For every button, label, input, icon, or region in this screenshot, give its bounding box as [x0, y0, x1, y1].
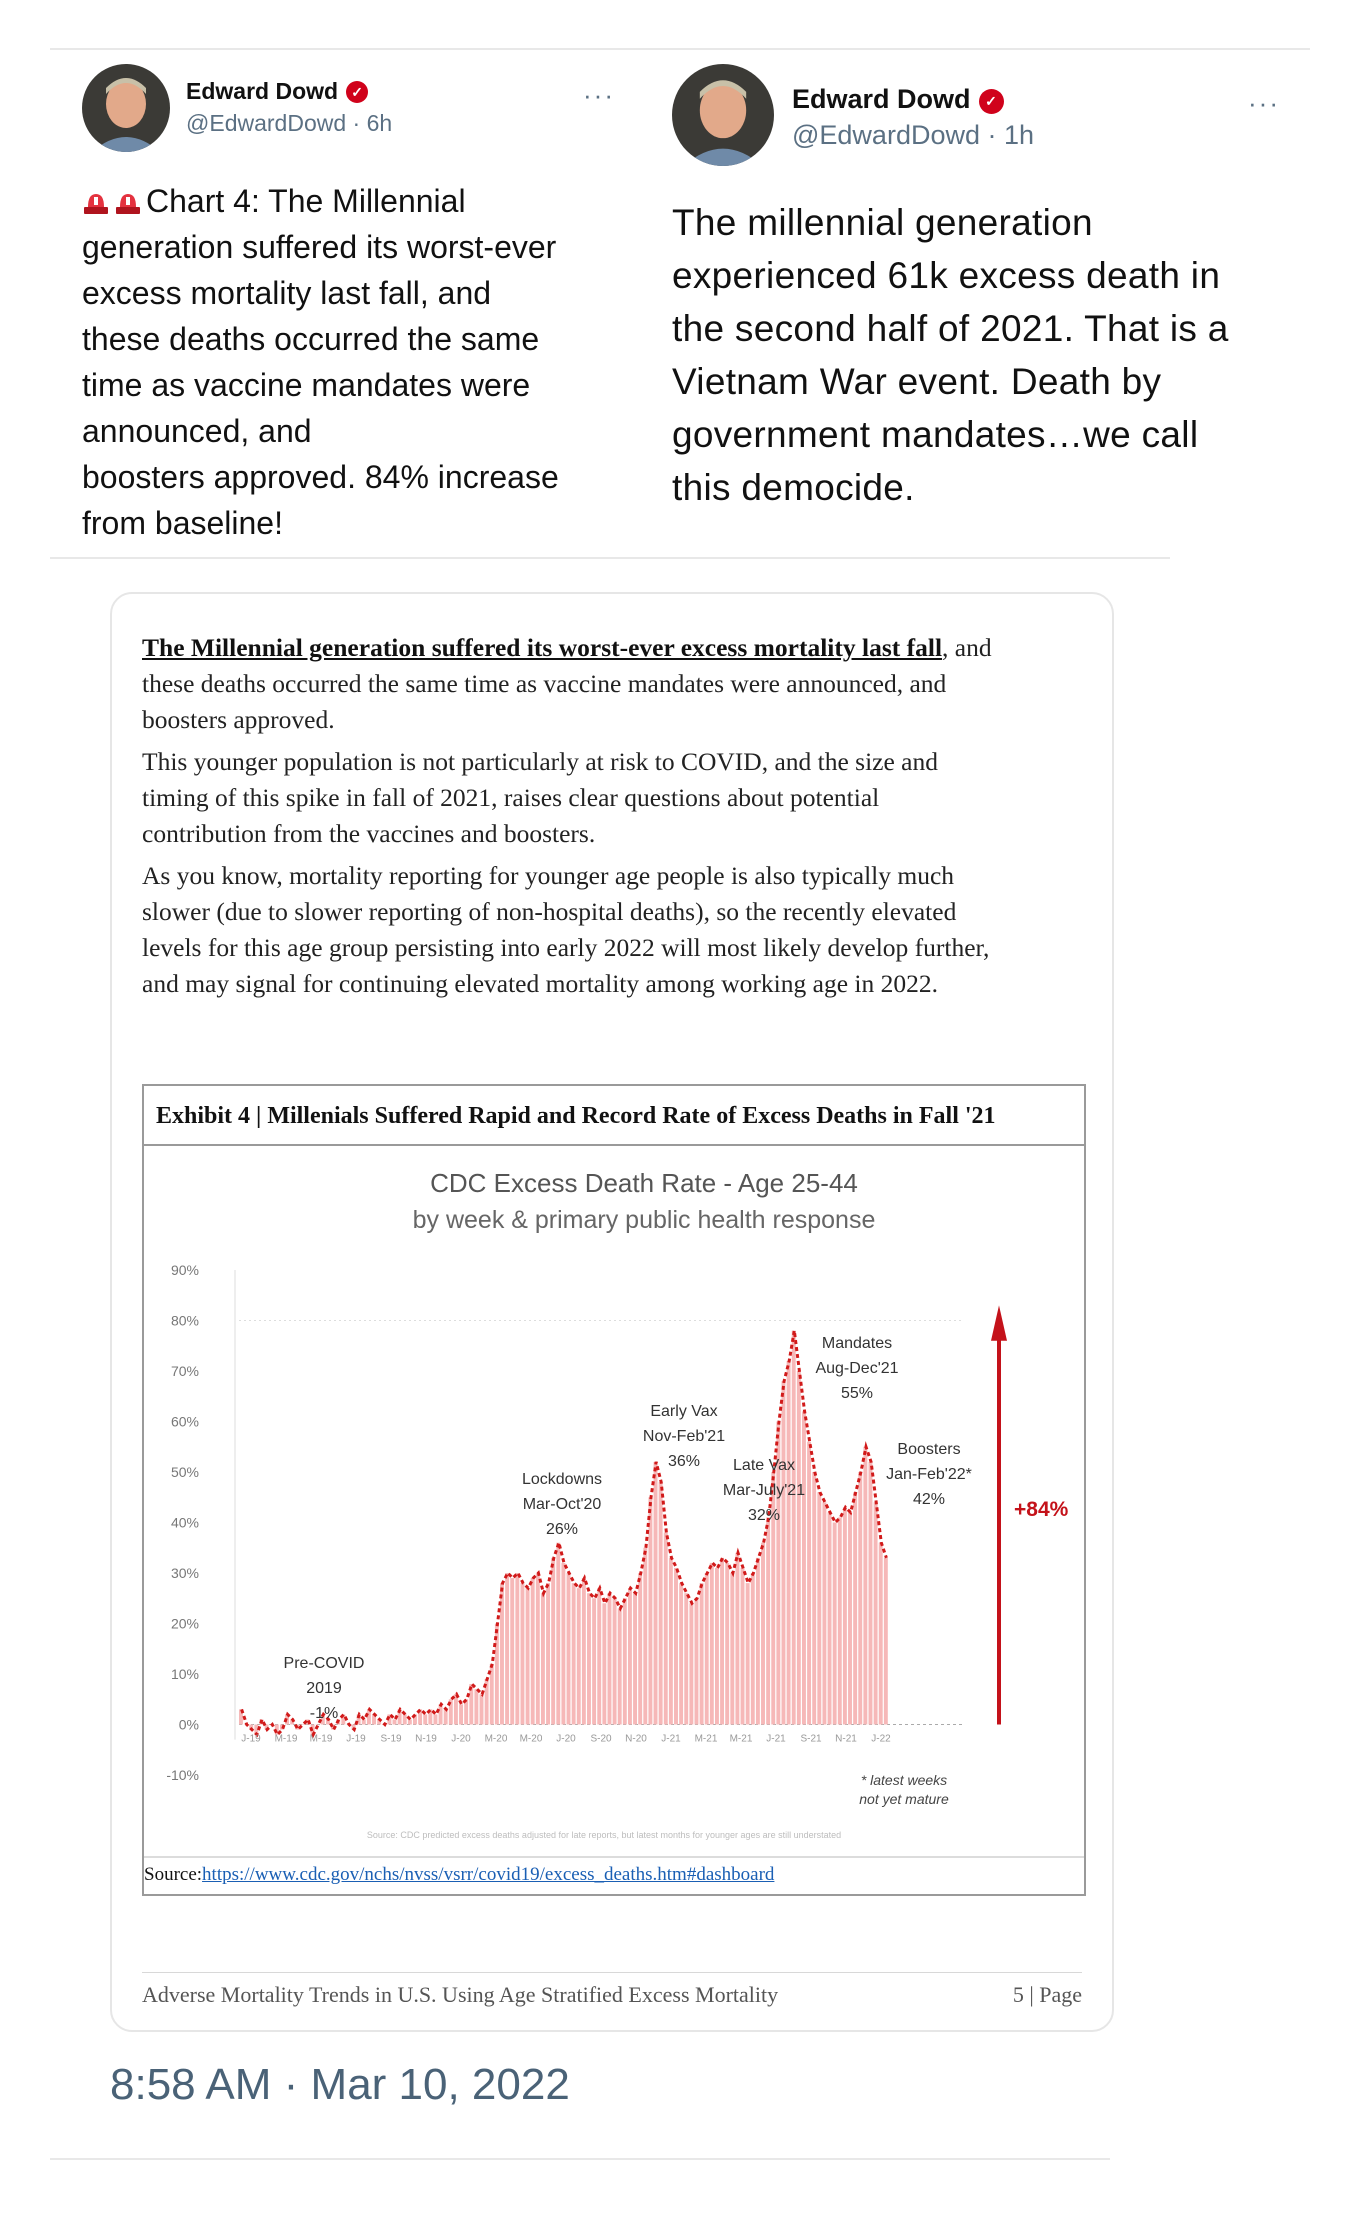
tweet-line: time as vaccine mandates were: [82, 367, 531, 403]
weekly-bar: [597, 1588, 601, 1724]
chart-annotation: 42%: [912, 1491, 946, 1508]
weekly-bar: [459, 1704, 463, 1724]
weekly-bar: [674, 1568, 678, 1725]
y-tick-label: 30%: [170, 1565, 199, 1581]
weekly-bar: [633, 1593, 637, 1724]
weekly-bar: [679, 1583, 683, 1724]
weekly-bar: [751, 1573, 755, 1725]
weekly-bar: [551, 1558, 555, 1725]
chart-annotation: Aug-Dec'21: [815, 1360, 899, 1377]
tweet-line: excess mortality last fall, and: [82, 275, 492, 311]
increase-arrowhead: [991, 1305, 1007, 1340]
tweet-timestamp[interactable]: 8:58 AM · Mar 10, 2022: [110, 2060, 570, 2109]
tweet-text: [672, 196, 1312, 514]
chart-annotation: Mar-Oct'20: [522, 1496, 602, 1513]
y-tick-label: 70%: [170, 1363, 199, 1379]
weekly-bar: [746, 1583, 750, 1724]
weekly-bar: [623, 1598, 627, 1724]
weekly-bar: [592, 1598, 596, 1724]
weekly-bar: [520, 1583, 524, 1724]
weekly-bar: [572, 1583, 576, 1724]
chart-annotation: Early Vax: [650, 1403, 718, 1420]
weekly-bar: [444, 1709, 448, 1724]
author-handle[interactable]: @EdwardDowd: [792, 120, 980, 150]
tweet-line: generation suffered its worst-ever: [82, 229, 557, 265]
chart-annotation: 32%: [747, 1507, 781, 1524]
chart-source-note: Source: CDC predicted excess deaths adjusted for late reports, but latest months for younger ages are still understated: [366, 1830, 842, 1840]
weekly-bar: [787, 1361, 791, 1725]
more-options-icon[interactable]: ···: [1248, 88, 1280, 118]
author-handle[interactable]: @EdwardDowd: [186, 110, 347, 136]
chart-annotation: 55%: [840, 1385, 874, 1402]
weekly-bar: [741, 1568, 745, 1725]
x-tick-label: M-19: [309, 1733, 333, 1745]
weekly-bar: [393, 1719, 397, 1724]
x-tick-label: J-19: [241, 1733, 261, 1745]
weekly-bar: [689, 1603, 693, 1724]
weekly-bar: [408, 1719, 412, 1724]
avatar[interactable]: [672, 64, 774, 166]
weekly-bar: [531, 1578, 535, 1724]
weekly-bar: [474, 1689, 478, 1724]
weekly-bar: [316, 1725, 320, 1726]
weekly-bar: [587, 1593, 591, 1724]
chart-annotation: Nov-Feb'21: [642, 1428, 726, 1445]
weekly-bar: [869, 1462, 873, 1725]
excess-death-chart: [144, 1148, 1080, 1848]
weekly-bar: [546, 1583, 550, 1724]
tweet-line: boosters approved. 84% increase: [82, 459, 559, 495]
more-options-icon[interactable]: ···: [583, 80, 615, 110]
weekly-bar: [761, 1543, 765, 1725]
x-tick-label: M-21: [694, 1733, 718, 1745]
weekly-bar: [664, 1533, 668, 1725]
tweet-time[interactable]: 1h: [1004, 120, 1035, 150]
weekly-bar: [536, 1573, 540, 1725]
siren-icon: [82, 181, 110, 205]
author-name[interactable]: Edward Dowd: [792, 84, 971, 114]
x-tick-label: S-21: [800, 1733, 822, 1745]
weekly-bar: [797, 1371, 801, 1725]
weekly-bar: [756, 1558, 760, 1725]
chart-annotation: 2019: [306, 1680, 342, 1697]
tweet-line: announced, and: [82, 413, 312, 449]
increase-label: +84%: [1014, 1498, 1069, 1521]
verified-icon: ✓: [346, 81, 368, 103]
source-link[interactable]: https://www.cdc.gov/nchs/nvss/vsrr/covid19/excess_deaths.htm#dashboard: [202, 1864, 775, 1885]
avatar-image: [82, 64, 170, 152]
weekly-bar: [654, 1462, 658, 1725]
x-tick-label: J-21: [661, 1733, 681, 1745]
y-tick-label: 20%: [170, 1615, 199, 1632]
weekly-bar: [628, 1588, 632, 1724]
x-tick-label: S-19: [380, 1733, 402, 1745]
doc-paragraph-1: The Millennial generation suffered its worst-ever excess mortality last fall, and these deaths occurred the same time as vaccine mandates were announced, and boosters approved.: [142, 633, 992, 734]
doc-headline: The Millennial generation suffered its worst-ever excess mortality last fall: [142, 633, 943, 662]
weekly-bar: [577, 1588, 581, 1724]
weekly-bar: [684, 1593, 688, 1724]
tweet-line: the second half of 2021. That is a: [672, 308, 1229, 349]
weekly-bar: [858, 1472, 862, 1725]
x-tick-label: J-22: [871, 1733, 891, 1745]
tweet-text: [82, 178, 622, 546]
weekly-bar: [602, 1603, 606, 1724]
x-tick-label: M-21: [729, 1733, 753, 1745]
tweet-divider: [50, 557, 1170, 559]
weekly-bar: [505, 1573, 509, 1725]
x-tick-label: J-20: [451, 1733, 471, 1745]
tweet-line: from baseline!: [82, 505, 283, 541]
weekly-bar: [608, 1593, 612, 1724]
weekly-bar: [802, 1411, 806, 1724]
tweet-time[interactable]: 6h: [366, 110, 393, 136]
chart-annotation: 36%: [667, 1453, 701, 1470]
avatar[interactable]: [82, 64, 170, 152]
weekly-bar: [720, 1558, 724, 1725]
y-tick-label: 60%: [170, 1413, 199, 1430]
weekly-bar: [362, 1719, 366, 1724]
tweet-line: Vietnam War event. Death by: [672, 361, 1162, 402]
x-tick-label: J-21: [766, 1733, 786, 1745]
doc-paragraph-3: As you know, mortality reporting for younger age people is also typically much slower (due to slower reporting of non-hospital deaths), so the recently elevated levels for this age group persisting into early 2022 will most likely develop further, and may signal for continuing elevated mortality among working age in 2022.: [142, 861, 990, 998]
weekly-bar: [710, 1563, 714, 1725]
tweet-line: Chart 4: The Millennial: [82, 178, 622, 224]
weekly-bar: [526, 1588, 530, 1724]
tweet-line: experienced 61k excess death in: [672, 255, 1221, 296]
note-line-2: not yet mature: [859, 1791, 949, 1807]
y-tick-label: 50%: [170, 1464, 199, 1480]
weekly-bar: [853, 1492, 857, 1724]
y-tick-label: 80%: [170, 1312, 199, 1329]
avatar-image: [672, 64, 774, 166]
tweet-line: government mandates…we call: [672, 414, 1199, 455]
chart-annotation: Jan-Feb'22*: [886, 1466, 972, 1483]
weekly-bar: [561, 1563, 565, 1725]
weekly-bar: [792, 1331, 796, 1725]
doc-page-number: 5 | Page: [1012, 1982, 1082, 2007]
weekly-bar: [613, 1598, 617, 1724]
weekly-bar: [735, 1553, 739, 1725]
weekly-bar: [510, 1578, 514, 1724]
y-tick-label: -10%: [166, 1767, 199, 1783]
chart-title: CDC Excess Death Rate - Age 25-44: [430, 1168, 858, 1198]
weekly-bar: [884, 1558, 888, 1725]
x-tick-label: N-19: [415, 1733, 437, 1745]
weekly-bar: [828, 1512, 832, 1724]
y-tick-label: 90%: [170, 1262, 199, 1278]
doc-footer-title: Adverse Mortality Trends in U.S. Using Age Stratified Excess Mortality: [142, 1982, 779, 2007]
chart-annotation: Boosters: [897, 1441, 961, 1458]
weekly-bar: [843, 1507, 847, 1724]
note-line-1: * latest weeks: [860, 1772, 948, 1788]
weekly-bar: [730, 1573, 734, 1725]
x-tick-label: N-20: [625, 1733, 647, 1745]
weekly-bar: [782, 1381, 786, 1724]
author-name[interactable]: Edward Dowd: [186, 78, 339, 104]
weekly-bar: [403, 1714, 407, 1724]
weekly-bar: [700, 1583, 704, 1724]
tweet-line: these deaths occurred the same: [82, 321, 540, 357]
chart-annotation: Pre-COVID: [283, 1655, 365, 1672]
media-card[interactable]: [110, 592, 1114, 2032]
source-label: Source:: [144, 1864, 203, 1885]
weekly-bar: [669, 1558, 673, 1725]
x-tick-label: M-19: [274, 1733, 298, 1745]
weekly-bar: [766, 1517, 770, 1724]
weekly-bar: [695, 1598, 699, 1724]
x-tick-label: J-20: [556, 1733, 576, 1745]
weekly-bar: [807, 1442, 811, 1725]
source-line: [144, 1856, 1084, 1892]
weekly-bar: [879, 1543, 883, 1725]
chart-annotation: Lockdowns: [521, 1471, 603, 1488]
weekly-bar: [515, 1573, 519, 1725]
weekly-bar: [817, 1492, 821, 1724]
weekly-bar: [643, 1548, 647, 1725]
x-tick-label: M-20: [519, 1733, 543, 1745]
weekly-bar: [638, 1573, 642, 1725]
doc-footer-divider: [142, 1972, 1082, 1973]
weekly-bar: [433, 1714, 437, 1724]
tweet-line: this democide.: [672, 467, 915, 508]
x-tick-label: J-19: [346, 1733, 366, 1745]
chart-annotation: 26%: [545, 1521, 579, 1538]
x-tick-label: M-20: [484, 1733, 508, 1745]
weekly-bar: [715, 1568, 719, 1725]
siren-icon: [114, 181, 142, 205]
chart-annotation: Mar-July'21: [722, 1482, 806, 1499]
weekly-bar: [822, 1502, 826, 1724]
tweet-line: The millennial generation: [672, 202, 1093, 243]
x-tick-label: N-21: [835, 1733, 857, 1745]
chart-subtitle: by week & primary public health response: [412, 1206, 876, 1234]
chart-annotation: -1%: [309, 1705, 339, 1722]
y-tick-label: 10%: [170, 1666, 199, 1682]
weekly-bar: [848, 1512, 852, 1724]
weekly-bar: [863, 1447, 867, 1725]
doc-paragraph-2: This younger population is not particularly at risk to COVID, and the size and timing of this spike in fall of 2021, raises clear questions about potential contribution from the vaccines and boosters.: [142, 747, 939, 848]
weekly-bar: [838, 1517, 842, 1724]
weekly-bar: [480, 1694, 484, 1724]
top-divider: [50, 48, 1310, 50]
weekly-bar: [541, 1593, 545, 1724]
weekly-bar: [705, 1573, 709, 1725]
chart-annotation: Mandates: [821, 1335, 893, 1352]
weekly-bar: [618, 1608, 622, 1724]
y-tick-label: 0%: [178, 1716, 199, 1733]
chart-annotation: Late Vax: [733, 1457, 795, 1474]
weekly-bar: [300, 1725, 304, 1726]
verified-icon: ✓: [979, 89, 1004, 114]
weekly-bar: [582, 1578, 586, 1724]
weekly-bar: [833, 1523, 837, 1725]
weekly-bar: [439, 1704, 443, 1724]
weekly-bar: [454, 1694, 458, 1724]
x-tick-label: S-20: [590, 1733, 612, 1745]
weekly-bar: [556, 1543, 560, 1725]
exhibit-title: Exhibit 4 | Millenials Suffered Rapid and Record Rate of Excess Deaths in Fall '21: [144, 1086, 1084, 1146]
weekly-bar: [659, 1482, 663, 1724]
bottom-divider: [50, 2158, 1110, 2160]
weekly-bar: [874, 1502, 878, 1724]
exhibit-box: [142, 1084, 1086, 1896]
weekly-bar: [812, 1472, 816, 1725]
weekly-bar: [567, 1573, 571, 1725]
weekly-bar: [423, 1714, 427, 1724]
y-tick-label: 40%: [170, 1514, 199, 1531]
weekly-bar: [725, 1563, 729, 1725]
